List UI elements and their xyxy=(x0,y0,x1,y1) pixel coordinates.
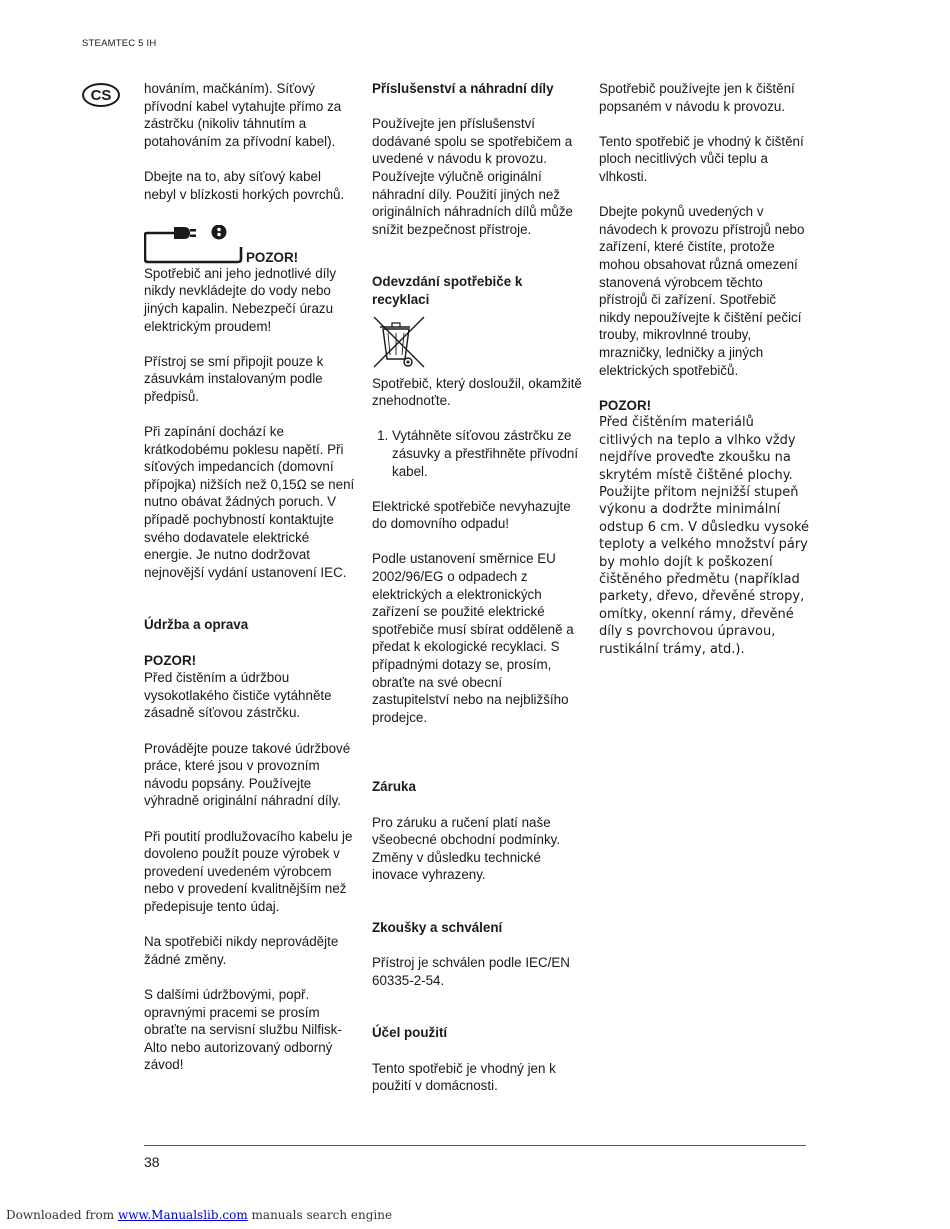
document-header: STEAMTEC 5 IH xyxy=(82,38,157,49)
paragraph: Přístroj je schválen podle IEC/EN 60335-2-54. xyxy=(372,955,570,988)
paragraph: Pro záruku a ručení platí naše všeobecné obchodní podmínky. Změny v důsledku technické inovace vyhrazeny. xyxy=(372,814,561,883)
download-suffix: manuals search engine xyxy=(251,1208,393,1222)
column-3 xyxy=(599,80,809,658)
download-prefix: Downloaded from xyxy=(6,1208,115,1222)
paragraph: S dalšími údržbovými, popř. opravnými pracemi se prosím obraťte na servisní službu Nilfisk-Alto nebo autorizovaný odborný závod! xyxy=(144,986,342,1073)
paragraph: Dbejte na to, aby síťový kabel nebyl v blízkosti horkých povrchů. xyxy=(144,168,345,202)
section-heading-ucel: Účel použití xyxy=(372,1025,448,1041)
paragraph: Při poutití prodlužovacího kabelu je dovoleno použít pouze výrobek v provedení uvedeném výrobcem nebo v provedení kvalitnějším než předepisuje tento údaj. xyxy=(144,828,353,914)
section-heading-zaruka: Záruka xyxy=(372,779,416,795)
paragraph: Provádějte pouze takové údržbové práce, které jsou v provozním návodu popsány. Používejte výhradně originální náhradní díly. xyxy=(144,740,351,809)
manualslib-link[interactable]: www.Manualslib.com xyxy=(117,1208,248,1222)
paragraph: Přístroj se smí připojit pouze k zásuvkám instalovaným podle předpisů. xyxy=(144,353,324,404)
column-2 xyxy=(372,80,582,1095)
crossed-out-bin-icon xyxy=(372,315,428,371)
paragraph: Dbejte pokynů uvedených v návodech k provozu přístrojů nebo zařízení, které čistíte, protože mohou obsahovat různá omezení stanovená výrobcem těchto přístrojů či zařízení. Spotřebič nikdy nepoužívejte k čištění pečicí trouby, mikrovlnné trouby, mrazničky, ledničky a jiných elektrických spotřebičů. xyxy=(599,204,805,378)
section-heading-prislusenstvi: Příslušenství a náhradní díly xyxy=(372,81,554,96)
paragraph: Spotřebič ani jeho jednotlivé díly nikdy nevkládejte do vody nebo jiných kapalin. Nebezpečí úrazu elektrickým proudem! xyxy=(144,265,337,334)
list-item: 1. Vytáhněte síťovou zástrčku ze zásuvky a přestřihněte přívodní kabel. xyxy=(392,427,582,480)
section-heading-udrzba: Údržba a oprava xyxy=(144,617,249,633)
warning-paragraph: Před čištěním materiálů citlivých na teplo a vlhko vždy nejdříve proveďte zkoušku na skrytém místě čištěné plochy. Použijte přitom nejnižší stupeň výkonu a dodržte minimální odstup 6 cm. V důsledku vysoké teploty a velkého množství páry by mohlo dojít k poškození čištěného předmětu (například parkety, dřevo, dřevěné stropy, omítky, okenní rámy, dřevěné díly s povrchovou úpravou, rustikální trámy, atd.). xyxy=(599,415,810,657)
section-heading-recyklace: Odevzdání spotřebiče k recyklaci xyxy=(372,274,523,307)
footer-divider xyxy=(144,1145,806,1146)
paragraph: Tento spotřebič je vhodný jen k použití v domácnosti. xyxy=(372,1060,556,1094)
paragraph: Tento spotřebič je vhodný k čištění ploch necitlivých vůči teplu a vlhkosti. xyxy=(599,133,804,184)
language-badge: CS xyxy=(82,83,120,107)
paragraph: hováním, mačkáním). Síťový přívodní kabel vytahujte přímo za zástrčku (nikoliv táhnutím a potahováním za přívodní kabel). xyxy=(144,81,342,149)
paragraph: Podle ustanovení směrnice EU 2002/96/EG o odpadech z elektrických a elektronických zařízení se použité elektrické spotřebiče musí sbírat odděleně a předat k ekologické recyklaci. S případnými dotazy se, prosím, obraťte na své obecní zastupitelství nebo na nejbližšího prodejce. xyxy=(372,551,574,725)
warning-label: POZOR! xyxy=(599,397,652,413)
warning-label: POZOR! xyxy=(246,250,299,266)
paragraph: Při zapínání dochází ke krátkodobému poklesu napětí. Při síťových impedancích (domovní přípojka) nižších než 0,15Ω se není nutno obávat žádných poruch. V případě pochybností kontaktujte svého dodavatele elektrické energie. Je nutno dodržovat nejnovější vydání ustanovení IEC. xyxy=(144,424,355,580)
warning-label: POZOR! xyxy=(144,652,197,668)
paragraph: Spotřebič používejte jen k čištění popsaném v návodu k provozu. xyxy=(599,81,795,114)
download-credit xyxy=(6,1208,392,1222)
paragraph: Používejte jen příslušenství dodávané spolu se spotřebičem a uvedené v návodu k provozu. Používejte výlučně originální náhradní díly. Použití jiných než originálních náhradních dílů může snížit bezpečnost přístroje. xyxy=(372,116,573,237)
paragraph: Spotřebič, který dosloužil, okamžitě znehodnoťte. xyxy=(372,375,582,409)
plug-warning-row xyxy=(144,225,356,265)
paragraph: Na spotřebiči nikdy neprovádějte žádné změny. xyxy=(144,934,339,967)
paragraph: Před čistěním a údržbou vysokotlakého čističe vytáhněte zásadně síťovou zástrčku. xyxy=(144,670,332,721)
instruction-list xyxy=(372,427,582,480)
paragraph: Elektrické spotřebiče nevyhazujte do domovního odpadu! xyxy=(372,498,571,532)
page-number: 38 xyxy=(144,1154,160,1170)
section-heading-zkousky: Zkoušky a schválení xyxy=(372,919,503,935)
column-1 xyxy=(144,80,356,1074)
plug-water-warning-icon xyxy=(144,225,244,265)
